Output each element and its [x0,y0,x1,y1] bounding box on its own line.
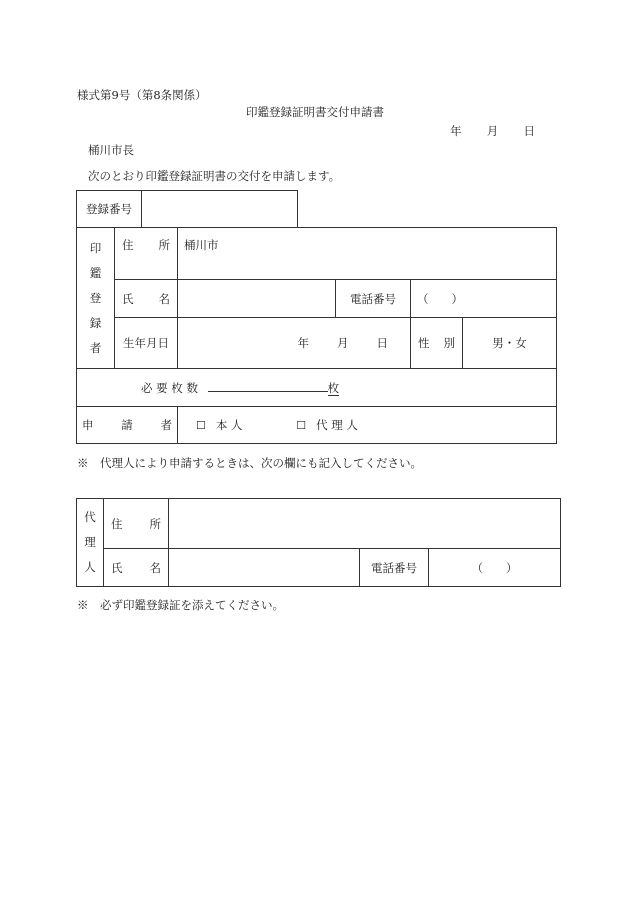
agent-address-label: 住 所 [104,499,169,549]
address-field[interactable]: 桶川市 [178,228,557,280]
phone-field[interactable]: （ ） [411,280,557,318]
agent-name-label: 氏 名 [104,549,169,587]
dob-year-label: 年 [297,336,309,350]
phone-label: 電話番号 [336,280,411,318]
date-month-label: 月 [486,124,499,138]
registrant-char: 登 [89,290,102,305]
registration-number-table [76,190,298,228]
agent-name-field[interactable] [169,549,360,587]
copies-row [77,369,557,407]
addressee: 桶川市長 [88,143,134,157]
registrant-char: 鑑 [89,265,102,280]
registration-number-field[interactable] [142,191,298,228]
name-field[interactable] [178,280,336,318]
agent-address-field[interactable] [169,499,561,549]
note-seal-card: ※ 必ず印鑑登録証を添えてください。 [77,598,284,612]
registrant-char: 印 [89,240,102,255]
registrant-table [76,227,557,444]
dob-label: 生年月日 [115,318,178,369]
registration-number-label: 登録番号 [77,191,142,228]
dob-month-label: 月 [337,336,349,350]
copies-unit: 枚 [327,381,340,395]
agent-phone-field[interactable]: （ ） [429,549,561,587]
registrant-label [77,228,115,369]
note-agent: ※ 代理人により申請するときは、次の欄にも記入してください。 [77,456,422,470]
copies-label: 必 要 枚 数 [141,381,198,395]
intro-text: 次のとおり印鑑登録証明書の交付を申請します。 [88,169,341,183]
agent-phone-label: 電話番号 [360,549,429,587]
copies-field[interactable] [208,379,328,392]
option-self[interactable]: ☐ 本 人 [196,418,243,432]
date-day-label: 日 [523,124,535,138]
name-label: 氏 名 [115,280,178,318]
applicant-label: 申 請 者 [77,407,178,444]
sex-field[interactable]: 男・女 [463,318,557,369]
applicant-options [178,407,557,444]
address-label: 住 所 [115,228,178,280]
option-agent[interactable]: ☐ 代 理 人 [296,418,358,432]
agent-label: 代 理 人 [77,499,104,587]
checkbox-self[interactable]: ☐ [196,419,206,432]
date-year-label: 年 [450,124,462,138]
dob-day-label: 日 [376,336,388,350]
sex-label: 性 別 [411,318,463,369]
checkbox-agent[interactable]: ☐ [296,419,307,432]
date-line [450,123,535,139]
registrant-char: 録 [89,315,102,330]
dob-field[interactable] [178,318,411,369]
agent-table [76,498,561,587]
form-number: 様式第9号（第8条関係） [77,88,207,102]
registrant-char: 者 [89,340,102,355]
form-title: 印鑑登録証明書交付申請書 [246,105,384,119]
